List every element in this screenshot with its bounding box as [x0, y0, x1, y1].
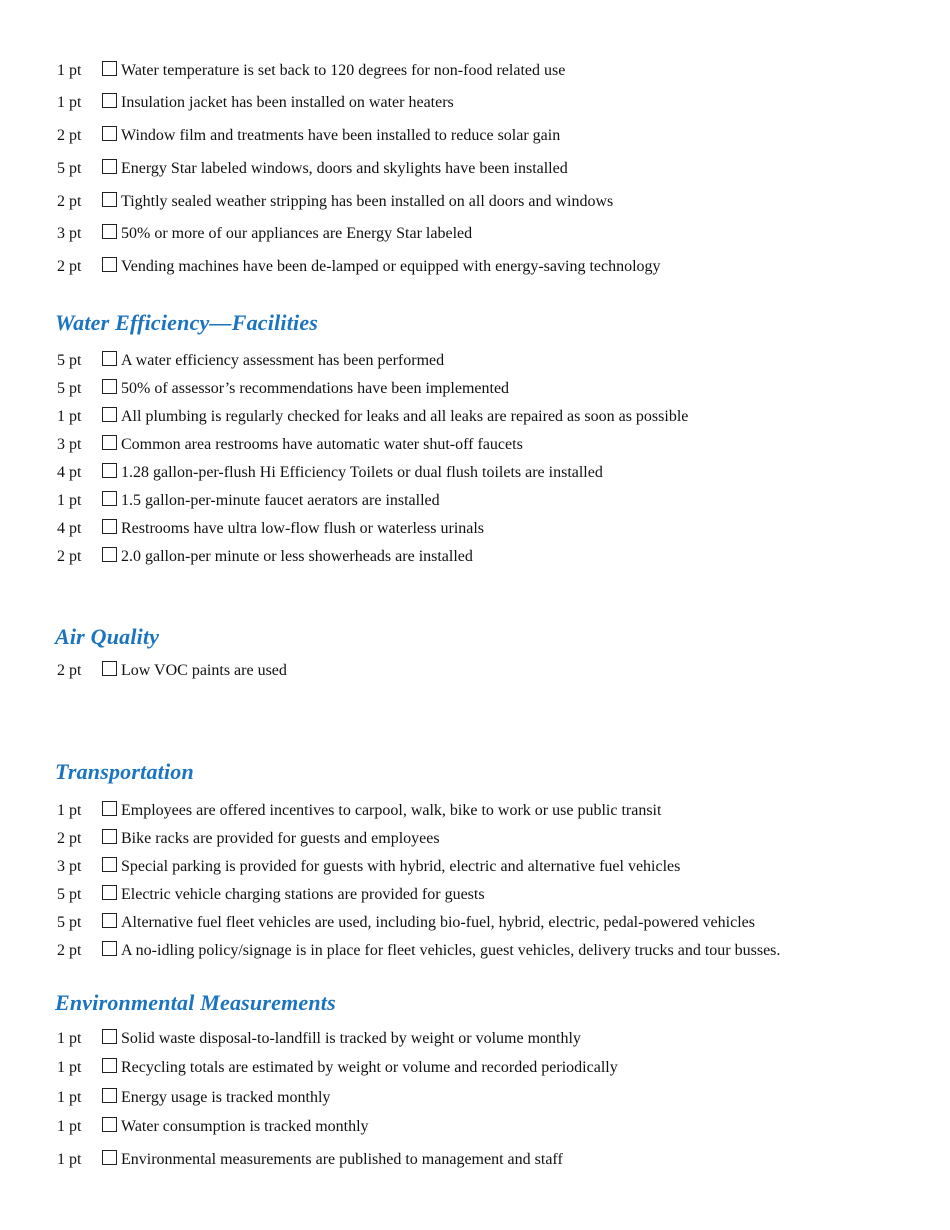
checklist-item: [0, 255, 950, 279]
checkbox[interactable]: [102, 407, 117, 422]
item-text: Recycling totals are estimated by weight or volume and recorded periodically: [121, 1059, 618, 1076]
checkbox[interactable]: [102, 435, 117, 450]
points-label: 3 pt: [57, 225, 82, 242]
item-text: 50% or more of our appliances are Energy Star labeled: [121, 225, 473, 242]
checkbox[interactable]: [102, 1150, 117, 1165]
section-heading-transportation: Transportation: [55, 759, 194, 784]
checkbox[interactable]: [102, 519, 117, 534]
checklist-item: [0, 91, 950, 115]
points-label: 5 pt: [57, 160, 82, 177]
points-label: 1 pt: [57, 94, 82, 111]
points-label: 2 pt: [57, 258, 82, 275]
item-text: Tightly sealed weather stripping has been installed on all doors and windows: [121, 193, 614, 210]
checklist-item: [0, 1056, 950, 1080]
item-text: A water efficiency assessment has been performed: [121, 352, 445, 369]
checkbox[interactable]: [102, 379, 117, 394]
checklist-item: [0, 659, 950, 683]
section-heading-air-quality: Air Quality: [55, 624, 160, 649]
points-label: 1 pt: [57, 492, 82, 509]
item-text: A no-idling policy/signage is in place for fleet vehicles, guest vehicles, delivery trucks and tour busses.: [121, 942, 781, 959]
points-label: 3 pt: [57, 436, 82, 453]
points-label: 1 pt: [57, 1059, 82, 1076]
item-text: Bike racks are provided for guests and employees: [121, 830, 440, 847]
points-label: 1 pt: [57, 408, 82, 425]
points-label: 1 pt: [57, 62, 82, 79]
item-text: 50% of assessor’s recommendations have been implemented: [121, 380, 510, 397]
item-text: Low VOC paints are used: [121, 662, 287, 679]
checkbox[interactable]: [102, 1088, 117, 1103]
points-label: 2 pt: [57, 193, 82, 210]
item-text: Common area restrooms have automatic water shut-off faucets: [121, 436, 523, 453]
checklist-item: [0, 190, 950, 214]
checklist-item: [0, 489, 950, 513]
points-label: 1 pt: [57, 1118, 82, 1135]
checkbox[interactable]: [102, 61, 117, 76]
checkbox[interactable]: [102, 661, 117, 676]
checkbox[interactable]: [102, 1058, 117, 1073]
points-label: 1 pt: [57, 1151, 82, 1168]
points-label: 5 pt: [57, 380, 82, 397]
points-label: 1 pt: [57, 1089, 82, 1106]
item-text: 1.5 gallon-per-minute faucet aerators are installed: [121, 492, 440, 509]
item-text: Solid waste disposal-to-landfill is tracked by weight or volume monthly: [121, 1030, 581, 1047]
checkbox[interactable]: [102, 491, 117, 506]
checklist-item: [0, 911, 950, 935]
item-text: Water consumption is tracked monthly: [121, 1118, 369, 1135]
checklist-item: [0, 827, 950, 851]
checklist-item: [0, 1027, 950, 1051]
checkbox[interactable]: [102, 192, 117, 207]
checkbox[interactable]: [102, 547, 117, 562]
item-text: Restrooms have ultra low-flow flush or waterless urinals: [121, 520, 485, 537]
points-label: 4 pt: [57, 464, 82, 481]
checkbox[interactable]: [102, 159, 117, 174]
checklist-item: [0, 59, 950, 83]
checkbox[interactable]: [102, 829, 117, 844]
checklist-item: [0, 157, 950, 181]
checklist-item: [0, 855, 950, 879]
checkbox[interactable]: [102, 224, 117, 239]
checkbox[interactable]: [102, 1029, 117, 1044]
points-label: 2 pt: [57, 548, 82, 565]
item-text: Energy Star labeled windows, doors and skylights have been installed: [121, 160, 568, 177]
checkbox[interactable]: [102, 463, 117, 478]
points-label: 4 pt: [57, 520, 82, 537]
checklist-item: [0, 1086, 950, 1110]
checkbox[interactable]: [102, 885, 117, 900]
checklist-item: [0, 517, 950, 541]
points-label: 3 pt: [57, 858, 82, 875]
item-text: 2.0 gallon-per minute or less showerheads are installed: [121, 548, 473, 565]
item-text: Energy usage is tracked monthly: [121, 1089, 331, 1106]
checklist-item: [0, 799, 950, 823]
points-label: 2 pt: [57, 830, 82, 847]
checklist-item: [0, 939, 950, 963]
checklist-item: [0, 124, 950, 148]
points-label: 5 pt: [57, 352, 82, 369]
item-text: Electric vehicle charging stations are provided for guests: [121, 886, 485, 903]
checklist-item: [0, 405, 950, 429]
item-text: Special parking is provided for guests with hybrid, electric and alternative fuel vehicles: [121, 858, 681, 875]
checklist-item: [0, 1115, 950, 1139]
points-label: 5 pt: [57, 914, 82, 931]
checkbox[interactable]: [102, 126, 117, 141]
item-text: Employees are offered incentives to carpool, walk, bike to work or use public transit: [121, 802, 662, 819]
item-text: Water temperature is set back to 120 degrees for non-food related use: [121, 62, 566, 79]
checklist-item: [0, 222, 950, 246]
checkbox[interactable]: [102, 1117, 117, 1132]
checklist-item: [0, 461, 950, 485]
points-label: 5 pt: [57, 886, 82, 903]
item-text: 1.28 gallon-per-flush Hi Efficiency Toilets or dual flush toilets are installed: [121, 464, 603, 481]
points-label: 1 pt: [57, 1030, 82, 1047]
points-label: 1 pt: [57, 802, 82, 819]
checklist-item: [0, 545, 950, 569]
item-text: All plumbing is regularly checked for leaks and all leaks are repaired as soon as possible: [121, 408, 689, 425]
checkbox[interactable]: [102, 801, 117, 816]
checklist-item: [0, 883, 950, 907]
item-text: Environmental measurements are published to management and staff: [121, 1151, 563, 1168]
section-heading-environmental-measurements: Environmental Measurements: [55, 990, 336, 1015]
section-heading-water-efficiency: Water Efficiency—Facilities: [55, 310, 319, 335]
checklist-item: [0, 433, 950, 457]
item-text: Window film and treatments have been installed to reduce solar gain: [121, 127, 561, 144]
checkbox[interactable]: [102, 913, 117, 928]
checklist-item: [0, 349, 950, 373]
points-label: 2 pt: [57, 127, 82, 144]
checkbox[interactable]: [102, 93, 117, 108]
points-label: 2 pt: [57, 942, 82, 959]
checkbox[interactable]: [102, 857, 117, 872]
item-text: Vending machines have been de-lamped or equipped with energy-saving technology: [121, 258, 661, 275]
item-text: Alternative fuel fleet vehicles are used, including bio-fuel, hybrid, electric, pedal-powered vehicles: [121, 914, 755, 931]
points-label: 2 pt: [57, 662, 82, 679]
checklist-item: [0, 377, 950, 401]
item-text: Insulation jacket has been installed on water heaters: [121, 94, 454, 111]
checkbox[interactable]: [102, 941, 117, 956]
checkbox[interactable]: [102, 257, 117, 272]
checkbox[interactable]: [102, 351, 117, 366]
checklist-item: [0, 1148, 950, 1172]
